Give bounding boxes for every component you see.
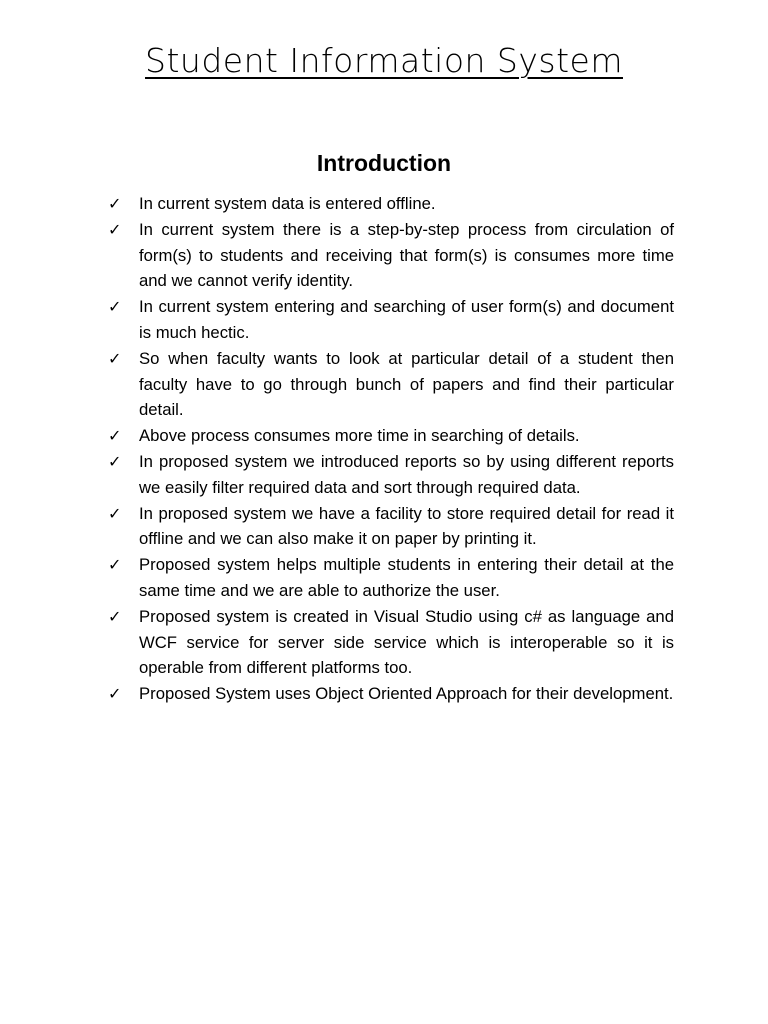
list-item-text: Above process consumes more time in searching of details. bbox=[139, 426, 580, 446]
list-item bbox=[108, 552, 674, 604]
check-icon: ✓ bbox=[108, 348, 122, 368]
list-item-text: Proposed system helps multiple students in entering their detail at the same time and we are able to authorize the user. bbox=[139, 555, 674, 600]
list-item bbox=[108, 449, 674, 501]
list-item bbox=[108, 191, 674, 217]
list-item bbox=[108, 294, 674, 346]
list-item bbox=[108, 681, 674, 707]
bullet-list bbox=[108, 191, 674, 707]
list-item-text: In current system entering and searching of user form(s) and document is much hectic. bbox=[139, 297, 674, 342]
check-icon: ✓ bbox=[108, 451, 122, 471]
document-title bbox=[0, 38, 768, 84]
list-item-text: So when faculty wants to look at particular detail of a student then faculty have to go through bunch of papers and find their particular detail. bbox=[139, 348, 674, 420]
check-icon: ✓ bbox=[108, 684, 122, 704]
document-title-text: Student Information System bbox=[145, 41, 623, 80]
check-icon: ✓ bbox=[108, 606, 122, 626]
list-item bbox=[108, 423, 674, 449]
check-icon: ✓ bbox=[108, 426, 122, 446]
list-item-text: In proposed system we introduced reports so by using different reports we easily filter required data and sort through required data. bbox=[139, 451, 674, 497]
list-item-text: Proposed system is created in Visual Studio using c# as language and WCF service for server side service which is interoperable so it is operable from different platforms too. bbox=[139, 606, 674, 678]
list-item bbox=[108, 604, 674, 681]
list-item-text: In current system there is a step-by-step process from circulation of form(s) to students and receiving that form(s) is consumes more time and we cannot verify identity. bbox=[139, 219, 674, 291]
list-item-text: In proposed system we have a facility to store required detail for read it offline and we can also make it on paper by printing it. bbox=[139, 503, 674, 549]
list-item bbox=[108, 346, 674, 423]
check-icon: ✓ bbox=[108, 297, 122, 317]
list-item bbox=[108, 501, 674, 553]
list-item-text: Proposed System uses Object Oriented Approach for their development. bbox=[139, 684, 674, 704]
list-item bbox=[108, 217, 674, 294]
section-heading: Introduction bbox=[316, 150, 452, 176]
list-item-text: In current system data is entered offline. bbox=[139, 194, 436, 213]
check-icon: ✓ bbox=[108, 555, 122, 575]
check-icon: ✓ bbox=[108, 194, 122, 213]
check-icon: ✓ bbox=[108, 503, 122, 523]
check-icon: ✓ bbox=[108, 219, 122, 239]
